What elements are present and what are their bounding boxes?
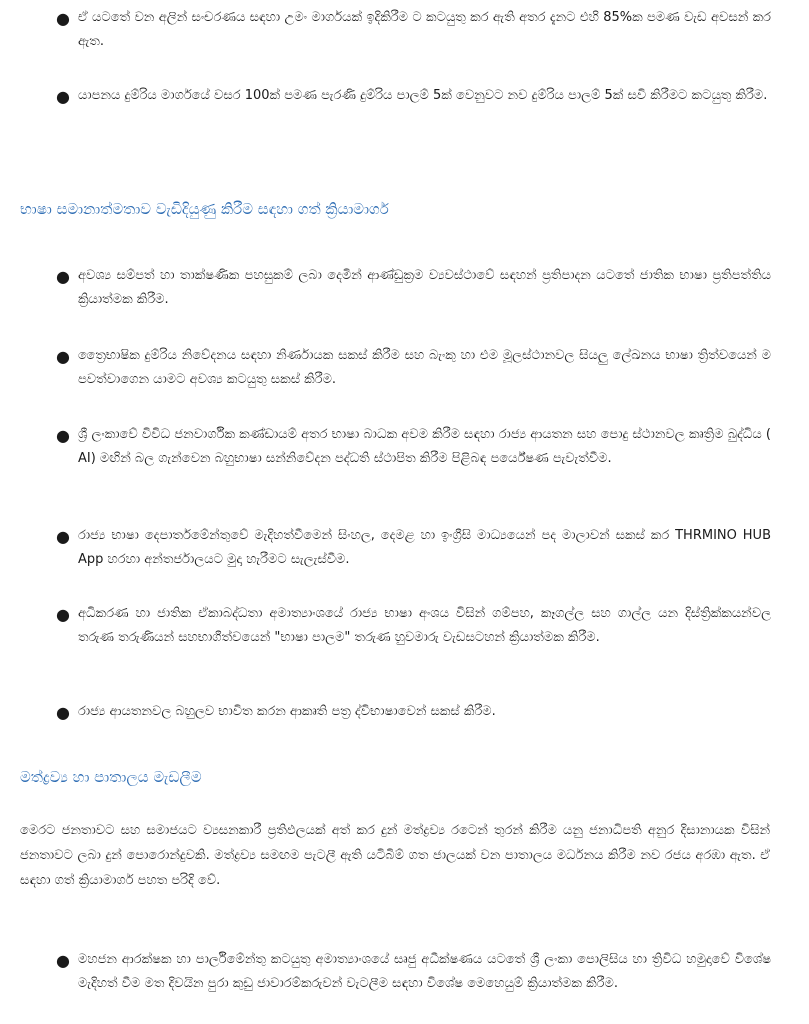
bullet-icon: ● bbox=[56, 605, 70, 624]
list-item bbox=[56, 344, 771, 392]
list-item-text: මහජන ආරක්ෂක හා පාර්ලිමේන්තු කටයුතු අමාත්‍යාංශයේ සෘජු අධීක්ෂණය යටතේ ශ්‍රී ලංකා පොලිසිය හා ත්‍රිවිධ හමුදාවේ විශේෂ මැදිහත් වීම මත දිවයින පුරා කුඩු ජාවාරම්කරුවන් වැටලීම සඳහා විශේෂ මෙහෙයුම් ක්‍රියාත්මක කිරීම. bbox=[78, 952, 771, 991]
list-item bbox=[56, 700, 771, 724]
list-item-text: අධිකරණ හා ජාතික ඒකාබද්ධතා අමාත්‍යාංශයේ රාජ්‍ය භාෂා අංශය විසින් ගම්පහ, කෑගල්ල සහ ගාල්ල යන දිස්ත්‍රික්කයන්වල තරුණ තරුණියන් සහභාගීත්වයෙන් "භාෂා පාලම" තරුණ හුවමාරු වැඩසටහන් ක්‍රියාත්මක කිරීම. bbox=[78, 606, 771, 645]
bullet-icon: ● bbox=[56, 951, 70, 970]
bullet-icon: ● bbox=[56, 87, 70, 106]
list-item bbox=[56, 602, 771, 650]
list-item bbox=[56, 6, 771, 54]
list-item bbox=[56, 423, 771, 471]
list-item-text: රාජ්‍ය භාෂා දෙපාර්තමේන්තුවේ මැදිහත්වීමෙන් සිංහල, දෙමළ හා ඉංග්‍රීසි මාධ්‍යයෙන් පද මාලාවන් සකස් කර THRMINO HUB App හරහා අන්තර්ජාලයට මුදා හැරීමට සැලැස්වීම. bbox=[78, 528, 771, 567]
section-heading-language: භාෂා සමානාත්මතාව වැඩිදියුණු කිරීම සඳහා ගත් ක්‍රියාමාර්ග bbox=[20, 200, 389, 218]
list-item-text: ත්‍රෛභාෂික දුම්රිය නිවේදනය සඳහා නිර්ණායක සකස් කිරීම සහ බැංකු හා එම මූලස්ථානවල සියලු ලේඛනය භාෂා ත්‍රිත්වයෙන් ම පවත්වාගෙන යාමට අවශ්‍ය කටයුතු සකස් කිරීම. bbox=[78, 348, 771, 387]
list-item-text: අවශ්‍ය සම්පත් හා තාක්ෂණික පහසුකම් ලබා දෙමින් ආණ්ඩුක්‍රම ව්‍යවස්ථාවේ සඳහන් ප්‍රතිපාදන යටතේ ජාතික භාෂා ප්‍රතිපත්තිය ක්‍රියාත්මක කිරීම. bbox=[78, 268, 771, 307]
bullet-icon: ● bbox=[56, 527, 70, 546]
bullet-icon: ● bbox=[56, 347, 70, 366]
list-item bbox=[56, 524, 771, 572]
list-item-text: ඒ යටතේ වන අලින් සංචරණය සඳහා උමං මාර්ගයක් ඉදිකිරීම ට කටයුතු කර ඇති අතර දැනට එහි 85%ක පමණ වැඩ අවසන් කර ඇත. bbox=[78, 10, 771, 49]
list-item bbox=[56, 948, 771, 996]
list-item bbox=[56, 264, 771, 312]
section-heading-drugs: මත්ද්‍රව්‍ය හා පාතාලය මැඩලීම bbox=[20, 768, 202, 786]
bullet-icon: ● bbox=[56, 426, 70, 445]
bullet-icon: ● bbox=[56, 9, 70, 28]
bullet-icon: ● bbox=[56, 267, 70, 286]
bullet-icon: ● bbox=[56, 703, 70, 722]
list-item-text: රාජ්‍ය ආයතනවල බහුලව භාවිත කරන ආකෘති පත්‍ර ද්විභාෂාවෙන් සකස් කිරීම. bbox=[78, 704, 496, 719]
list-item-text: යාපනය දුම්රිය මාර්ගයේ වසර 100ක් පමණ පැරණි දුම්රිය පාලම් 5ක් වෙනුවට නව දුම්රිය පාලම් 5ක් සවි කිරීමට කටයුතු කිරීම. bbox=[78, 88, 768, 103]
section-paragraph: මෙරට ජනතාවට සහ සමාජයට ව්‍යසනකාරී ප්‍රතිඵලයක් අත් කර දුන් මත්ද්‍රව්‍ය රටෙන් තුරන් කිරීම යනු ජනාධිපති අනුර දිසානායක විසින් ජනතාවට ලබා දුන් පොරොන්දුවකි. මත්ද්‍රව්‍ය සමඟම පැටලී ඇති යටිබිම් ගත ජාලයක් වන පාතාලය මර්ධනය කිරීම නව රජය අරඹා ඇත. ඒ සඳහා ගත් ක්‍රියාමාර්ග පහත පරිදි වේ. bbox=[20, 823, 770, 888]
list-item-text: ශ්‍රී ලංකාවේ විවිධ ජනවාර්ගික කණ්ඩායම් අතර භාෂා බාධක අවම කිරීම සඳහා රාජ්‍ය ආයතන සහ පොදු ස්ථානවල කෘත්‍රිම බුද්ධිය ( AI) මඟින් බල ගැන්වෙන බහුභාෂා සන්නිවේදන පද්ධති ස්ථාපිත කිරීම පිළිබඳ පර්යේෂණ පැවැත්වීම. bbox=[78, 427, 771, 466]
list-item bbox=[56, 84, 771, 108]
